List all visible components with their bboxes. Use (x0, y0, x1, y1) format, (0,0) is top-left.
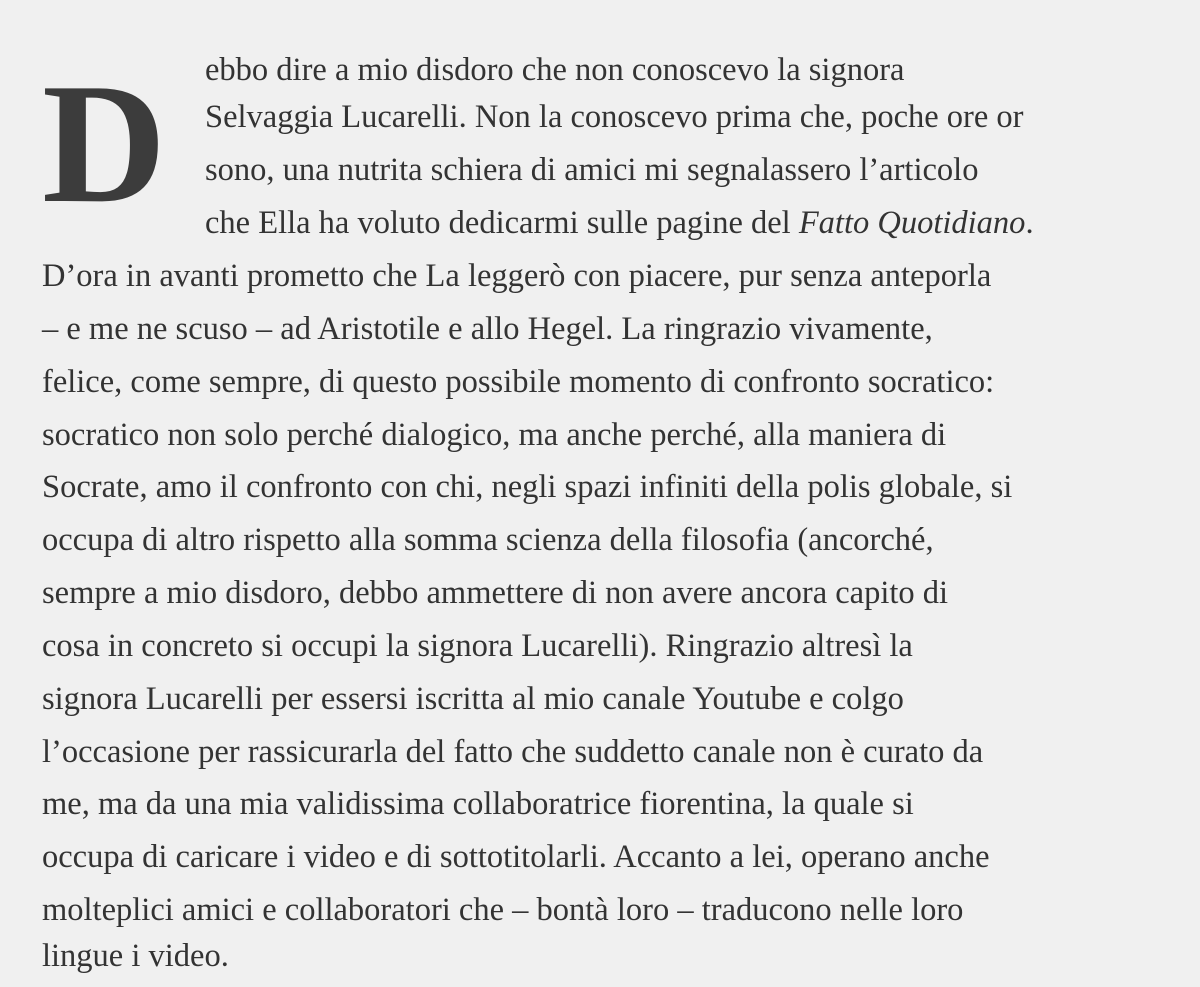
text-line: cosa in concreto si occupi la signora Lucarelli). Ringrazio altresì la (42, 628, 913, 664)
text-line: occupa di altro rispetto alla somma scienza della filosofia (ancorché, (42, 522, 934, 558)
text-line (205, 207, 1034, 240)
drop-cap: D (42, 49, 165, 239)
text-line: ebbo dire a mio disdoro che non conoscevo la signora (205, 52, 905, 88)
text-line: me, ma da una mia validissima collaboratrice fiorentina, la quale si (42, 786, 914, 822)
text-line: felice, come sempre, di questo possibile momento di confronto socratico: (42, 364, 995, 400)
text-line: socratico non solo perché dialogico, ma anche perché, alla maniera di (42, 417, 947, 453)
text-line: – e me ne scuso – ad Aristotile e allo Hegel. La ringrazio vivamente, (42, 311, 933, 347)
text-line: sono, una nutrita schiera di amici mi segnalassero l’articolo (205, 152, 979, 188)
text-line: sempre a mio disdoro, debbo ammettere di non avere ancora capito di (42, 575, 949, 611)
text-line: l’occasione per rassicurarla del fatto che suddetto canale non è curato da (42, 734, 984, 770)
text-line: Socrate, amo il confronto con chi, negli spazi infiniti della polis globale, si (42, 469, 1013, 505)
text-line: occupa di caricare i video e di sottotitolarli. Accanto a lei, operano anche (42, 839, 990, 875)
text-line-plain: che Ella ha voluto dedicarmi sulle pagine del (205, 205, 799, 241)
text-line: signora Lucarelli per essersi iscritta al mio canale Youtube e colgo (42, 681, 904, 717)
publication-title: Fatto Quotidiano (798, 205, 1026, 241)
text-line: Selvaggia Lucarelli. Non la conoscevo prima che, poche ore or (205, 99, 1024, 135)
text-line: lingue i video. (42, 938, 229, 974)
text-line: molteplici amici e collaboratori che – bontà loro – traducono nelle loro (42, 892, 964, 928)
text-line-plain: . (1025, 205, 1034, 241)
text-line: D’ora in avanti prometto che La leggerò con piacere, pur senza anteporla (42, 258, 992, 294)
